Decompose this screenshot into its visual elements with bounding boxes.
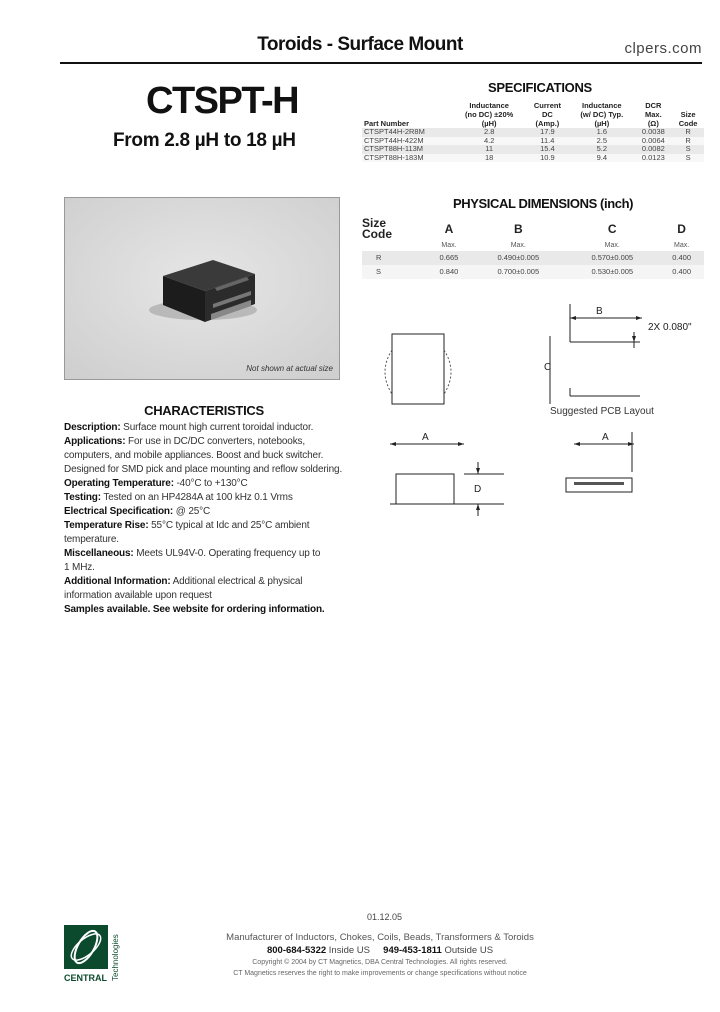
char-line: Temperature Rise: 55°C typical at Idc and 25°C ambient bbox=[64, 520, 310, 531]
table-cell: 2.5 bbox=[569, 137, 634, 146]
revision-date: 01.12.05 bbox=[367, 912, 403, 922]
photo-caption: Not shown at actual size bbox=[246, 364, 333, 373]
table-cell: CTSPT44H-2R8M bbox=[362, 128, 453, 137]
table-row bbox=[362, 251, 704, 265]
phys-col-b: B bbox=[513, 221, 523, 236]
char-line: Description: Surface mount high current toroidal inductor. bbox=[64, 422, 314, 433]
table-cell: 0.530±0.005 bbox=[565, 265, 659, 279]
phone-inside-note: Inside US bbox=[328, 944, 370, 956]
char-line: computers, and mobile appliances. Boost and buck switcher. bbox=[64, 450, 324, 461]
table-cell: 0.840 bbox=[427, 265, 472, 279]
physical-dimensions-title: PHYSICAL DIMENSIONS (inch) bbox=[453, 196, 634, 211]
side-view-outline bbox=[396, 474, 454, 504]
spec-col-part-number: Part Number bbox=[364, 119, 410, 128]
table-cell: R bbox=[362, 251, 427, 265]
char-line: Samples available. See website for ordering information. bbox=[64, 604, 325, 615]
page-header-title: Toroids - Surface Mount bbox=[257, 34, 463, 55]
phys-col-d: D bbox=[677, 221, 686, 236]
table-cell: 10.9 bbox=[526, 154, 569, 163]
phys-sub-b: Max. bbox=[510, 242, 526, 249]
product-range: From 2.8 µH to 18 µH bbox=[113, 130, 296, 151]
table-cell: CTSPT88H-113M bbox=[362, 145, 453, 154]
char-line: temperature. bbox=[64, 534, 119, 545]
table-row bbox=[362, 154, 704, 163]
dimension-drawing bbox=[354, 292, 716, 552]
table-cell: 1.6 bbox=[569, 128, 634, 137]
table-cell: 9.4 bbox=[569, 154, 634, 163]
table-cell: R bbox=[672, 137, 704, 146]
char-line: Operating Temperature: -40°C to +130°C bbox=[64, 478, 248, 489]
spec-col-dcr: DCR Max. (Ω) bbox=[644, 101, 662, 128]
table-cell: 0.0082 bbox=[635, 145, 673, 154]
spec-col-current: Current DC (Amp.) bbox=[533, 101, 561, 128]
dimension-label-b: B bbox=[596, 306, 603, 317]
table-cell: 0.570±0.005 bbox=[565, 251, 659, 265]
table-cell: 0.0064 bbox=[635, 137, 673, 146]
phys-col-a: A bbox=[444, 221, 454, 236]
table-cell: R bbox=[672, 128, 704, 137]
product-name: CTSPT-H bbox=[146, 80, 299, 122]
table-cell: 0.400 bbox=[659, 251, 704, 265]
website-link[interactable]: clpers.com bbox=[624, 40, 702, 57]
table-cell: 0.400 bbox=[659, 265, 704, 279]
phys-sub-c: Max. bbox=[604, 242, 620, 249]
dimension-label-2x: 2X 0.080" bbox=[648, 322, 692, 333]
table-cell: CTSPT44H-422M bbox=[362, 137, 453, 146]
char-line: Additional Information: Additional electrical & physical bbox=[64, 576, 303, 587]
footer-copyright: Copyright © 2004 by CT Magnetics, DBA Central Technologies. All rights reserved. bbox=[252, 959, 508, 966]
table-cell: 15.4 bbox=[526, 145, 569, 154]
table-cell: CTSPT88H-183M bbox=[362, 154, 453, 163]
pcb-layout-caption: Suggested PCB Layout bbox=[550, 406, 654, 417]
footer-manufacturer-line: Manufacturer of Inductors, Chokes, Coils, Beads, Transformers & Toroids bbox=[226, 932, 534, 943]
table-cell: 5.2 bbox=[569, 145, 634, 154]
logo-text: CENTRAL bbox=[64, 973, 107, 983]
table-cell: 18 bbox=[453, 154, 526, 163]
phys-col-size-code: Size Code bbox=[362, 216, 392, 241]
char-line: information available upon request bbox=[64, 590, 212, 601]
footer-notice: CT Magnetics reserves the right to make improvements or change specifications without notice bbox=[233, 970, 527, 977]
table-cell: 11 bbox=[453, 145, 526, 154]
table-row bbox=[362, 265, 704, 279]
characteristics-title: CHARACTERISTICS bbox=[144, 403, 264, 418]
product-photo bbox=[64, 197, 340, 380]
specifications-table bbox=[362, 101, 704, 162]
table-cell: S bbox=[362, 265, 427, 279]
table-cell: S bbox=[672, 154, 704, 163]
dimension-label-c: C bbox=[544, 362, 552, 373]
dimension-label-d: D bbox=[474, 484, 482, 495]
char-line: Testing: Tested on an HP4284A at 100 kHz 0.1 Vrms bbox=[64, 492, 293, 503]
table-cell: 11.4 bbox=[526, 137, 569, 146]
char-line: Electrical Specification: @ 25°C bbox=[64, 506, 211, 517]
phys-subheader-row bbox=[362, 240, 704, 251]
phone-outside-us[interactable]: 949-453-1811 bbox=[383, 944, 442, 956]
logo-side-text: Technologies bbox=[111, 934, 120, 981]
specifications-title: SPECIFICATIONS bbox=[488, 80, 592, 95]
table-cell: 0.0038 bbox=[635, 128, 673, 137]
spec-header-row bbox=[362, 101, 704, 128]
footer-phones bbox=[200, 945, 560, 958]
table-cell: 0.0123 bbox=[635, 154, 673, 163]
spec-col-inductance: Inductance (no DC) ±20% (µH) bbox=[465, 101, 514, 128]
table-cell: 4.2 bbox=[453, 137, 526, 146]
header-rule bbox=[60, 62, 702, 64]
spec-col-inductance-dc: Inductance (w/ DC) Typ. (µH) bbox=[580, 101, 624, 128]
table-cell: S bbox=[672, 145, 704, 154]
spec-col-size-code: Size Code bbox=[678, 110, 698, 128]
dimension-label-a1: A bbox=[422, 432, 429, 443]
phys-col-c: C bbox=[607, 221, 617, 236]
inductor-image bbox=[65, 198, 340, 380]
char-line: 1 MHz. bbox=[64, 562, 95, 573]
phone-inside-us[interactable]: 800-684-5322 bbox=[266, 944, 327, 956]
table-cell: 0.700±0.005 bbox=[471, 265, 565, 279]
table-cell: 2.8 bbox=[453, 128, 526, 137]
char-line: Designed for SMD pick and place mounting and reflow soldering. bbox=[64, 464, 343, 475]
char-line: Applications: For use in DC/DC converters, notebooks, bbox=[64, 436, 306, 447]
dimension-label-a2: A bbox=[602, 432, 609, 443]
table-cell: 0.665 bbox=[427, 251, 472, 265]
footer-block bbox=[200, 932, 560, 979]
table-cell: 17.9 bbox=[526, 128, 569, 137]
phys-header-row bbox=[362, 218, 704, 240]
phys-sub-d: Max. bbox=[674, 242, 690, 249]
front-view-outline bbox=[392, 334, 444, 404]
characteristics-text bbox=[64, 421, 354, 617]
char-line: Miscellaneous: Meets UL94V-0. Operating frequency up to bbox=[64, 548, 321, 559]
central-technologies-logo bbox=[62, 923, 122, 985]
table-cell: 0.490±0.005 bbox=[471, 251, 565, 265]
physical-dimensions-table bbox=[362, 218, 704, 279]
phys-sub-a: Max. bbox=[441, 242, 457, 249]
phone-outside-note: Outside US bbox=[444, 944, 494, 956]
